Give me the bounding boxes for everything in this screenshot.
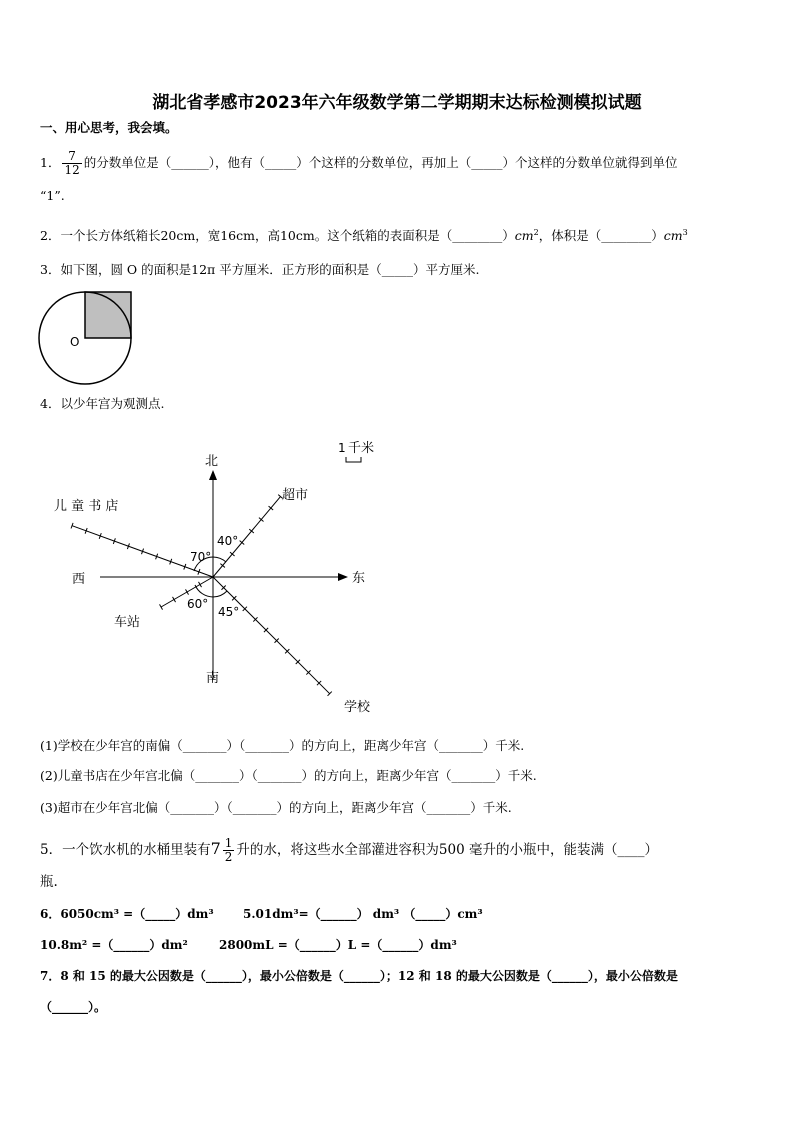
north-arrow	[209, 470, 217, 480]
east-arrow	[338, 573, 348, 581]
circle-square-figure	[36, 288, 136, 388]
fraction-7-12: $\frac{7}{12}$	[64, 149, 80, 177]
ray-station-tick	[160, 604, 163, 609]
direction-rays	[71, 495, 332, 696]
question-text-mid: ，体积是（________）	[538, 228, 664, 244]
center-label: O	[70, 335, 80, 349]
question-6-line2a: 10.8m² =（______）dm²	[40, 938, 188, 952]
arc-40	[213, 557, 226, 562]
mixed-number-whole: 7	[210, 839, 221, 858]
question-4-part-3: (3)超市在少年宫北偏（_______）（_______）的方向上，距离少年宫（_______）千米.	[40, 800, 512, 815]
question-4-part-1: (1)学校在少年宫的南偏（_______）（_______）的方向上，距离少年宫（_______）千米.	[40, 738, 525, 753]
question-5	[40, 837, 658, 864]
ray-station-tick	[199, 582, 202, 587]
angle-45-label: 45°	[218, 605, 240, 619]
station-label: 车站	[114, 615, 141, 630]
south-label: 南	[206, 671, 220, 686]
market-label: 超市	[282, 488, 309, 503]
question-number: 1．	[40, 155, 61, 170]
school-label: 学校	[344, 700, 371, 715]
question-6-line2b: 2800mL =（______）L =（______）dm³	[219, 938, 457, 952]
fraction-1-2: $\frac{1}{2}$	[224, 836, 233, 864]
north-label: 北	[205, 454, 219, 469]
scale-unit: 千米	[348, 441, 375, 456]
question-6-line1b: 5.01dm³=（______） dm³ （_____）cm³	[243, 907, 483, 921]
question-1	[40, 150, 678, 177]
scale-bar	[346, 457, 361, 462]
page-title: 湖北省孝感市2023年六年级数学第二学期期末达标检测模拟试题	[152, 93, 642, 113]
question-text-post: 升的水，将这些水全部灌进容积为500 毫升的小瓶中，能装满（____）	[236, 842, 658, 858]
unit-volume: cm	[663, 228, 683, 244]
angle-40-label: 40°	[217, 534, 239, 548]
question-text: 2．一个长方体纸箱长20cm，宽16cm，高10cm。这个纸箱的表面积是（________）	[40, 228, 515, 244]
arc-45	[213, 591, 227, 597]
exponent: 2	[533, 228, 539, 237]
unit-area: cm	[514, 228, 534, 244]
exponent: 3	[682, 228, 688, 237]
ray-school	[213, 577, 330, 694]
bookstore-label: 儿 童 书 店	[54, 499, 119, 514]
question-4-part-2: (2)儿童书店在少年宫北偏（_______）（_______）的方向上，距离少年宫（_______）千米.	[40, 768, 537, 783]
question-7: 7．8 和 15 的最大公因数是（______），最小公倍数是（______）；12 和 18 的最大公因数是（______），最小公倍数是	[40, 969, 678, 983]
question-text: 的分数单位是（______），他有（_____）个这样的分数单位，再加上（_____）个这样的分数单位就得到单位	[83, 155, 678, 170]
question-2	[40, 225, 688, 244]
section-heading: 一、用心思考，我会填。	[40, 120, 178, 135]
angle-70-label: 70°	[190, 550, 212, 564]
east-label: 东	[352, 571, 366, 586]
question-4: 4．以少年宫为观测点.	[40, 396, 165, 411]
direction-diagram	[40, 430, 400, 720]
arc-60	[195, 585, 213, 597]
ray-station-tick	[173, 597, 176, 602]
question-5-line2: 瓶.	[40, 874, 58, 890]
question-text: 5．一个饮水机的水桶里装有	[40, 842, 211, 858]
scale-number: 1	[338, 441, 346, 455]
angle-60-label: 60°	[187, 597, 209, 611]
question-7-line2: （______）。	[40, 1000, 107, 1014]
question-1-line2: “1”.	[40, 188, 65, 203]
ray-station-tick	[186, 589, 189, 594]
question-6-line1a: 6．6050cm³ =（_____）dm³	[40, 907, 214, 921]
question-3: 3．如下图，圆 O 的面积是12π 平方厘米．正方形的面积是（_____）平方厘米.	[40, 262, 480, 277]
west-label: 西	[72, 572, 86, 587]
